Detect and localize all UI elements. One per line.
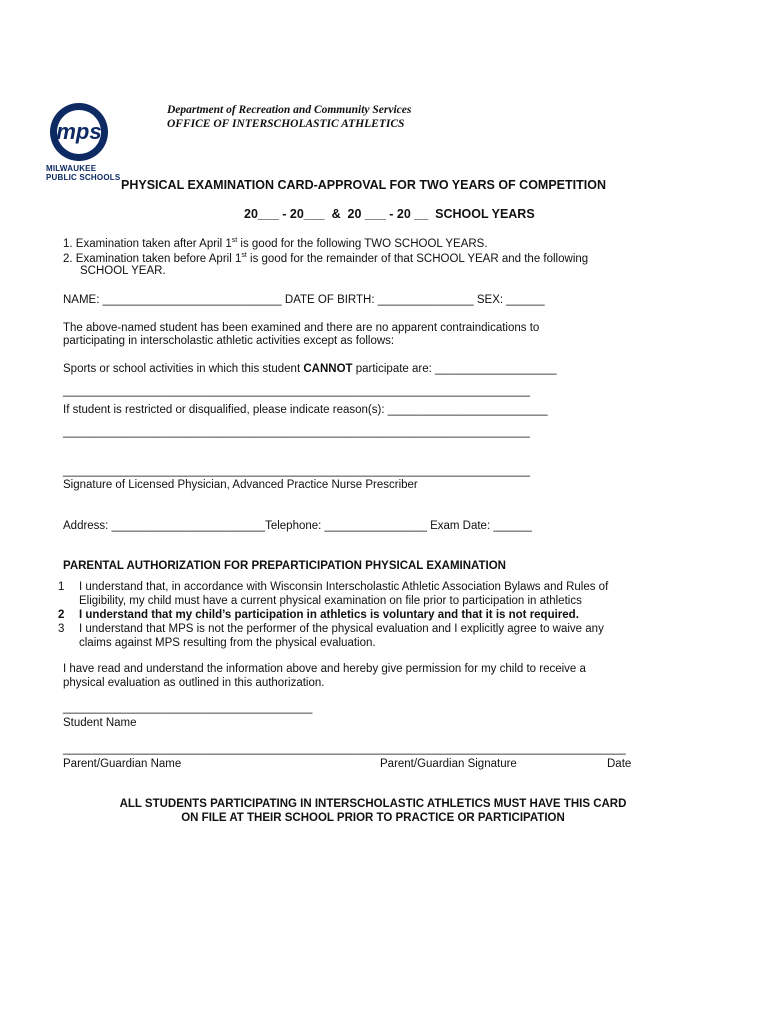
cannot-bold: CANNOT [303,363,353,375]
cannot-participate-line[interactable] [63,363,557,375]
parent-name-label: Parent/Guardian Name [63,758,182,770]
rule-2-text: 2. Examination taken before April 1 [63,252,242,265]
statement-line-2: participating in interscholastic athletic activities except as follows: [63,335,395,347]
mps-logo-inner [57,110,101,154]
cannot-text: Sports or school activities in which this student [63,363,304,375]
item-1-line-b: Eligibility, my child must have a current physical examination on file prior to participation in athletics [79,595,582,607]
student-name-label: Student Name [63,717,137,729]
address-phone-date-line[interactable]: Address: ________________________Telephone: ________________ Exam Date: ______ [63,520,532,532]
item-3-line-b: claims against MPS resulting from the physical evaluation. [79,637,376,649]
item-1-line-a: I understand that, in accordance with Wisconsin Interscholastic Athletic Association Bylaws and Rules of [79,581,609,593]
item-2-text: I understand that my child’s participation in athletics is voluntary and that it is not required. [79,609,579,621]
physician-signature-line[interactable]: _________________________________________________________________________ [63,465,530,477]
blank-line-1[interactable]: _________________________________________________________________________ [63,385,530,397]
department-name: Department of Recreation and Community Services [167,104,412,116]
item-3-line-a: I understand that MPS is not the performer of the physical evaluation and I explicitly agree to waive any [79,623,604,635]
parent-signature-line[interactable]: ________________________________________________________________________________________ [63,743,626,755]
mps-logo-text: mps [56,119,102,144]
parent-signature-label: Parent/Guardian Signature [380,758,517,770]
restriction-reason-line[interactable]: If student is restricted or disqualified, please indicate reason(s): _________________________ [63,404,548,416]
date-label: Date [607,758,632,770]
footer-line-2: ON FILE AT THEIR SCHOOL PRIOR TO PRACTICE OR PARTICIPATION [181,812,565,824]
office-name: OFFICE OF INTERSCHOLASTIC ATHLETICS [167,118,405,130]
school-years-line: 20___ - 20___ & 20 ___ - 20 __ SCHOOL YEARS [244,207,535,221]
mps-logo [50,103,108,161]
statement-line-1: The above-named student has been examined and there are no apparent contraindications to [63,322,540,334]
physician-signature-label: Signature of Licensed Physician, Advanced Practice Nurse Prescriber [63,479,418,491]
rule-2-continuation: SCHOOL YEAR. [80,265,166,277]
rule-2-sup: st [241,252,247,259]
rule-2 [63,252,588,265]
rule-1-text: 1. Examination taken after April 1 [63,237,232,250]
rule-2-text-end: is good for the remainder of that SCHOOL YEAR and the following [246,252,589,265]
name-dob-sex-line[interactable]: NAME: ____________________________ DATE OF BIRTH: _______________ SEX: ______ [63,294,545,306]
rule-1-text-end: is good for the following TWO SCHOOL YEARS. [237,237,488,250]
student-name-line[interactable]: _______________________________________ [63,702,313,714]
blank-line-2[interactable]: _________________________________________________________________________ [63,426,530,438]
parental-heading: PARENTAL AUTHORIZATION FOR PREPARTICIPATION PHYSICAL EXAMINATION [63,560,506,572]
consent-line-1: I have read and understand the information above and hereby give permission for my child to receive a [63,663,586,675]
logo-caption-line1: MILWAUKEE [46,164,97,173]
rule-1-sup: st [231,237,238,244]
logo-caption-line2: PUBLIC SCHOOLS [46,173,121,182]
item-2-number: 2 [58,609,65,621]
rule-1 [63,237,488,250]
item-3-number: 3 [58,623,65,635]
item-1-number: 1 [58,581,65,593]
consent-line-2: physical evaluation as outlined in this authorization. [63,677,325,689]
cannot-blank: participate are: ___________________ [352,363,557,375]
footer-line-1: ALL STUDENTS PARTICIPATING IN INTERSCHOLASTIC ATHLETICS MUST HAVE THIS CARD [119,798,627,810]
form-title: PHYSICAL EXAMINATION CARD-APPROVAL FOR TWO YEARS OF COMPETITION [121,178,606,192]
